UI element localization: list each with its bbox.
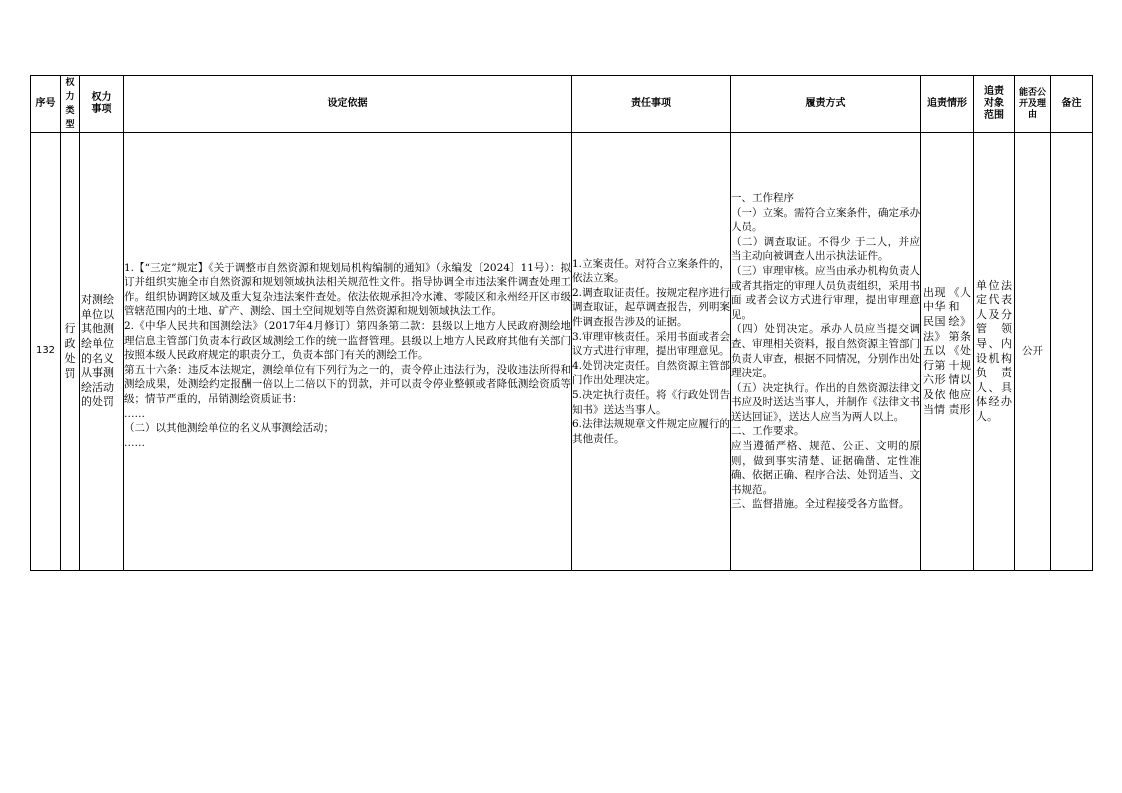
header-disclosure: 能否公开及理由 [1015, 76, 1051, 133]
header-basis: 设定依据 [124, 76, 572, 133]
header-remarks: 备注 [1051, 76, 1093, 133]
header-power-item: 权力事项 [80, 76, 124, 133]
accountability-case-left: 出现中华民国法》五以行第六形及依当情 [923, 285, 946, 416]
header-power-type: 权力类型 [61, 76, 80, 133]
row-method: 一、工作程序 （一）立案。需符合立案条件，确定承办人员。 （二）调查取证。不得少 于二人，并应当主动向被调查人出示执法证件。 （三）审理审核。应当由承办机构负责人或者其指定的审理人员负责组织，采用书面 或者会议方式进行审理，提出审理意见。 （四）处罚决定。承办人员应当提交调查、审理相关资料，报自然资源主管部门负责人审查，根据不同情况，分别作出处理决定。 （五）决定执行。作出的自然资源法律文书应及时送达当事人，并制作《法律文书送达回证》，送达人应当为两人以上。 二、工作要求。 应当遵循严格、规范、公正、文明的原则，做到事实清楚、证据确凿、定性准确、依据正确、程序合法、处罚适当、文书规范。 三、监督措施。全过程接受各方监督。 [731, 133, 921, 571]
row-remarks [1051, 133, 1093, 571]
row-accountability-scope: 单位法定代表人及分管领导、内设机构负责人、具体经办人。 [974, 133, 1015, 571]
header-row [31, 76, 1093, 133]
table-row [31, 133, 1093, 571]
header-method: 履责方式 [731, 76, 921, 133]
header-accountability-case: 追责情形 [921, 76, 974, 133]
row-power-item: 对测绘单位以其他测绘单位的名义从事测绘活动的处罚 [80, 133, 124, 571]
row-power-type: 行政处罚 [61, 133, 80, 571]
header-accountability-scope: 追责对象范围 [974, 76, 1015, 133]
header-responsibility: 责任事项 [572, 76, 731, 133]
row-accountability-case [921, 133, 974, 571]
accountability-case-right: 《人和绘》第条《处十规情以他应责形 [948, 285, 971, 416]
row-responsibility: 1.立案责任。对符合立案条件的，依法立案。 2.调查取证责任。按规定程序进行调查取证，起草调查报告，列明案件调查报告涉及的证据。 3.审理审核责任。采用书面或者会议方式进行审理，提出审理意见。 4.处罚决定责任。自然资源主管部门作出处理决定。 5.决定执行责任。将《行政处罚告知书》送达当事人。 6.法律法规规章文件规定应履行的其他责任。 [572, 133, 731, 571]
row-basis: 1.【“三定”规定】《关于调整市自然资源和规划局机构编制的通知》（永编发〔2024〕11号）：拟订并组织实施全市自然资源和规划领域执法相关规范性文件。指导协调全市违法案件调查处理工作。组织协调跨区域及重大复杂违法案件查处。依法依规承担冷水滩、零陵区和永州经开区市级管辖范围内的土地、矿产、测绘、国土空间规划等自然资源和规划领域执法工作。 2.《中华人民共和国测绘法》（2017年4月修订）第四条第二款：县级以上地方人民政府测绘地理信息主管部门负责本行政区域测绘工作的统一监督管理。县级以上地方人民政府其他有关部门按照本级人民政府规定的职责分工，负责本部门有关的测绘工作。 第五十六条：违反本法规定，测绘单位有下列行为之一的，责令停止违法行为，没收违法所得和测绘成果，处测绘约定报酬一倍以上二倍以下的罚款，并可以责令停业整顿或者降低测绘资质等级；情节严重的，吊销测绘资质证书： …… （二）以其他测绘单位的名义从事测绘活动； …… [124, 133, 572, 571]
power-list-table [30, 75, 1093, 571]
row-disclosure: 公开 [1015, 133, 1051, 571]
header-index: 序号 [31, 76, 61, 133]
row-index: 132 [31, 133, 61, 571]
